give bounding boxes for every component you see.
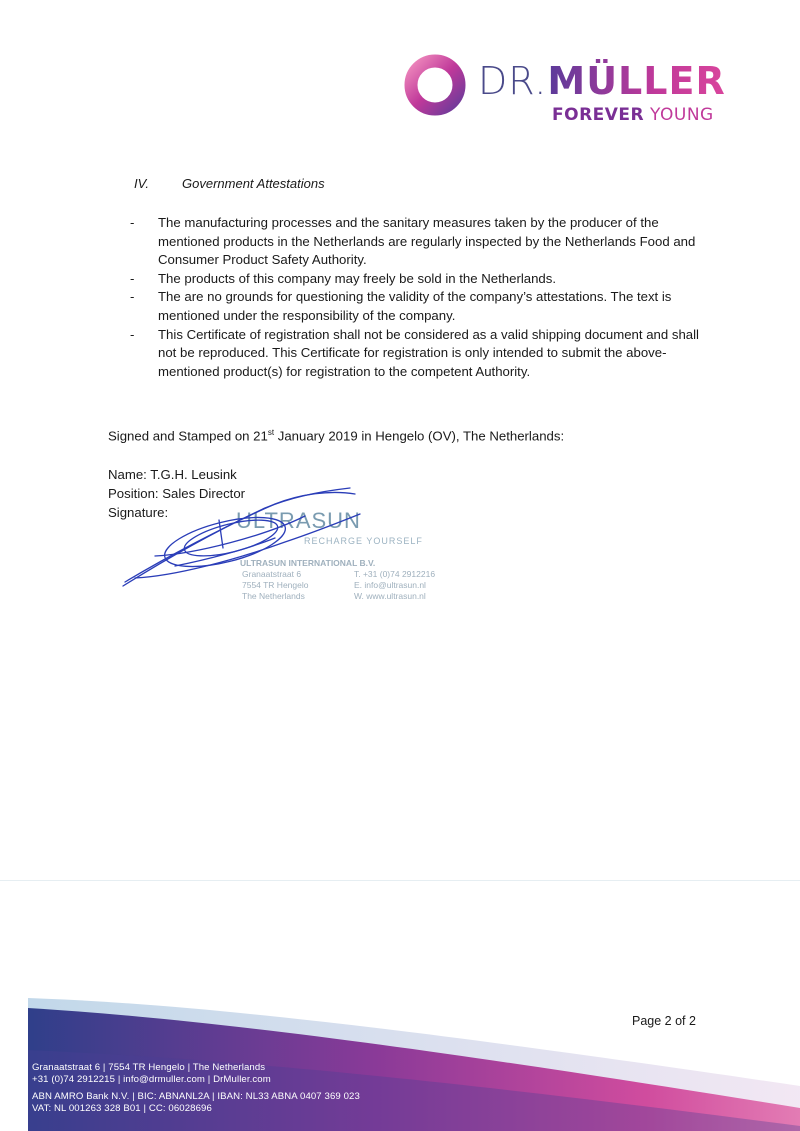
brand-logo-ring-icon bbox=[402, 52, 468, 118]
stamp-city: 7554 TR Hengelo bbox=[242, 580, 309, 590]
stamp-email: E. info@ultrasun.nl bbox=[354, 580, 426, 590]
signature-label: Signature: bbox=[108, 505, 169, 520]
signatory-name: Name: T.G.H. Leusink bbox=[108, 467, 237, 482]
logo-muller: MÜLLER bbox=[547, 59, 726, 103]
stamp-company: ULTRASUN INTERNATIONAL B.V. bbox=[240, 558, 376, 568]
list-item: - The products of this company may freely be sold in the Netherlands. bbox=[130, 270, 557, 286]
list-item: - The are no grounds for questioning the validity of the company’s attestations. The text is mentioned under the responsibility of the company. bbox=[130, 289, 672, 323]
section-title: Government Attestations bbox=[182, 176, 325, 191]
footer-divider bbox=[0, 880, 800, 881]
stamp-tel: T. +31 (0)74 2912216 bbox=[354, 569, 436, 579]
list-item: - The manufacturing processes and the sanitary measures taken by the producer of the mentioned products in the Netherlands are regularly inspected by the Netherlands Food and Consumer Product Safety Authority. bbox=[130, 215, 696, 268]
signatory-position: Position: Sales Director bbox=[108, 486, 246, 501]
page-number: Page 2 of 2 bbox=[632, 1014, 696, 1028]
stamp-street: Granaatstraat 6 bbox=[242, 569, 302, 579]
list-item: - This Certificate of registration shall not be considered as a valid shipping document and shall not be reproduced. This Certificate for registration is only intended to submit the above-mentioned product(s) for registration to the competent Authority. bbox=[130, 326, 699, 379]
stamp-web: W. www.ultrasun.nl bbox=[354, 591, 426, 601]
stamp-country: The Netherlands bbox=[242, 591, 305, 601]
attestation-list bbox=[130, 214, 720, 381]
handwritten-signature bbox=[115, 486, 365, 596]
logo-dr: DR. bbox=[478, 59, 548, 103]
signed-statement: Signed and Stamped on 21st January 2019 in Hengelo (OV), The Netherlands: bbox=[108, 428, 565, 444]
stamp-brand: ULTRASUN bbox=[236, 508, 361, 533]
footer-address: Granaatstraat 6 | 7554 TR Hengelo | The Netherlands bbox=[32, 1062, 266, 1073]
stamp-tagline: RECHARGE YOURSELF bbox=[304, 536, 423, 546]
footer-registration: VAT: NL 001263 328 B01 | CC: 06028696 bbox=[32, 1103, 212, 1114]
section-heading bbox=[134, 176, 325, 191]
brand-tagline bbox=[552, 107, 714, 124]
section-number: IV. bbox=[134, 176, 149, 191]
brand-logo-wordmark bbox=[478, 59, 726, 103]
tagline-young: YOUNG bbox=[650, 105, 714, 125]
tagline-forever: FOREVER bbox=[552, 105, 645, 125]
footer-contact: +31 (0)74 2912215 | info@drmuller.com | DrMuller.com bbox=[32, 1074, 271, 1085]
footer-bank: ABN AMRO Bank N.V. | BIC: ABNANL2A | IBAN: NL33 ABNA 0407 369 023 bbox=[32, 1091, 360, 1102]
